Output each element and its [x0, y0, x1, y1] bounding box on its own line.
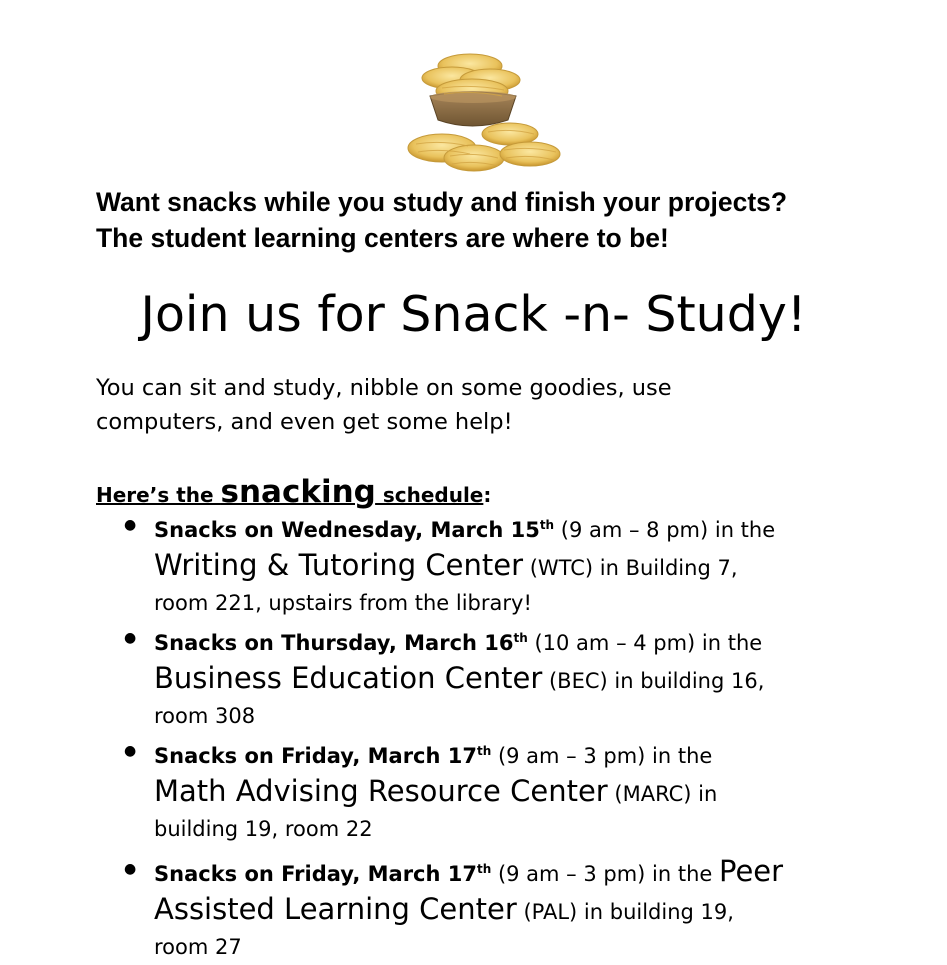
description-line-2: computers, and even get some help! [96, 409, 513, 435]
schedule-day-suffix: th [513, 631, 528, 645]
schedule-item [96, 734, 896, 847]
schedule-time: (10 am – 4 pm) in the [527, 631, 763, 655]
schedule-day-suffix: th [476, 862, 492, 876]
schedule-item-line-2 [154, 548, 896, 586]
schedule-heading-suffix: schedule [375, 483, 484, 507]
schedule-heading-prefix: Here’s the [96, 483, 221, 507]
schedule-item-line-2 [154, 661, 896, 699]
schedule-day: Snacks on Friday, March 17 [154, 862, 477, 886]
bullet-icon: ● [124, 630, 137, 646]
schedule-item-line-1 [154, 852, 896, 892]
schedule-center-name: Business Education Center [154, 661, 543, 695]
schedule-item-line-3: room 221, upstairs from the library! [154, 591, 532, 615]
schedule-time: (9 am – 8 pm) in the [554, 518, 776, 542]
schedule-center-name: Math Advising Resource Center [154, 774, 608, 808]
bullet-icon: ● [124, 517, 137, 533]
bullet-icon: ● [124, 743, 137, 759]
schedule-center-name-part-1: Peer [719, 854, 784, 888]
chips-bowl-image [372, 36, 584, 181]
schedule-item [96, 852, 896, 965]
schedule-item-line-3: building 19, room 22 [154, 817, 373, 841]
schedule-item-line-2 [154, 774, 896, 812]
schedule-item-line-2 [154, 892, 896, 930]
schedule-center-name: Writing & Tutoring Center [154, 548, 524, 582]
description [96, 371, 856, 439]
schedule-day: Snacks on Wednesday, March 15 [154, 518, 540, 542]
intro-text [96, 184, 896, 256]
schedule-heading-emphasis: snacking [220, 474, 376, 510]
schedule-list [96, 508, 896, 965]
intro-line-2: The student learning centers are where to be! [96, 223, 669, 253]
schedule-item-line-3: room 27 [154, 935, 242, 959]
schedule-center-details: (PAL) in building 19, [516, 900, 734, 924]
intro-line-1: Want snacks while you study and finish your projects? [96, 187, 788, 217]
description-line-1: You can sit and study, nibble on some goodies, use [96, 375, 672, 401]
schedule-item-line-3: room 308 [154, 704, 256, 728]
schedule-center-name-part-2: Assisted Learning Center [154, 892, 517, 926]
headline: Join us for Snack -n- Study! [140, 286, 807, 343]
schedule-item-line-1 [154, 734, 896, 774]
schedule-item [96, 621, 896, 734]
schedule-item-line-1 [154, 621, 896, 661]
schedule-item-line-1 [154, 508, 896, 548]
schedule-center-details: (WTC) in Building 7, [523, 556, 738, 580]
schedule-day: Snacks on Friday, March 17 [154, 744, 477, 768]
schedule-day-suffix: th [476, 744, 492, 758]
chips-bowl-icon [372, 36, 584, 181]
schedule-center-details: (MARC) in [607, 782, 718, 806]
schedule-day: Snacks on Thursday, March 16 [154, 631, 514, 655]
schedule-item [96, 508, 896, 621]
schedule-center-details: (BEC) in building 16, [542, 669, 765, 693]
bullet-icon: ● [124, 861, 137, 877]
schedule-time: (9 am – 3 pm) in the [491, 862, 719, 886]
schedule-heading-colon: : [483, 483, 492, 507]
schedule-day-suffix: th [539, 518, 555, 532]
schedule-time: (9 am – 3 pm) in the [491, 744, 713, 768]
